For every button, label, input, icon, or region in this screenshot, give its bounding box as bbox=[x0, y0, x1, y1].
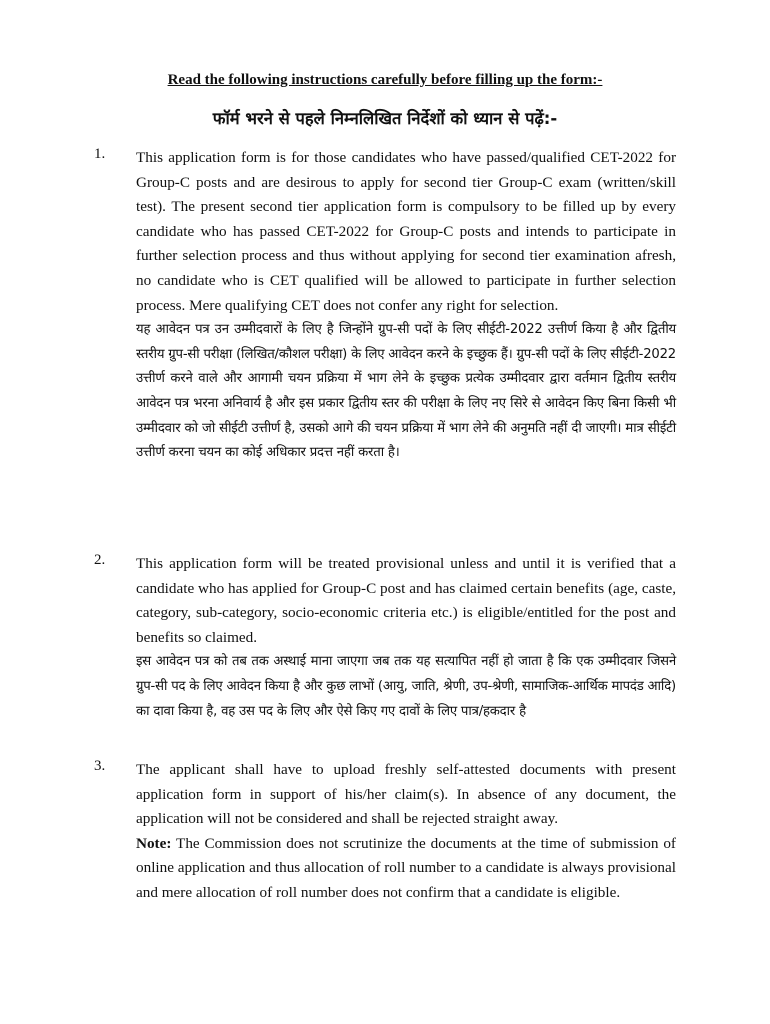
item-text-english: This application form is for those candidates who have passed/qualified CET-2022 for Group-C posts and are desirous to apply for second tier Group-C exam (written/skill test). The present second tier application form is compulsory to be filled up by every candidate who has passed CET-2022 for Group-C posts and intends to participate in further selection process and thus without applying for second tier examination afresh, no candidate who is CET qualified will be allowed to participate in further selection process. Mere qualifying CET does not confer any right for selection. bbox=[136, 149, 676, 314]
note-label: Note: bbox=[136, 834, 172, 852]
note-text: The Commission does not scrutinize the documents at the time of submission of online application and thus allocation of roll number to a candidate is always provisional and mere allocation of roll number does not confirm that a candidate is eligible. bbox=[136, 834, 676, 901]
instructions-title-hindi: फॉर्म भरने से पहले निम्नलिखित निर्देशों को ध्यान से पढ़ें:- bbox=[212, 109, 558, 128]
item-number: 3. bbox=[94, 758, 106, 774]
item-number: 1. bbox=[94, 146, 106, 162]
item-note bbox=[136, 832, 676, 906]
item-text-english: This application form will be treated provisional unless and until it is verified that a candidate who has applied for Group-C post and has claimed certain benefits (age, caste, category, sub-category, socio-economic criteria etc.) is eligible/entitled for the post and benefits so claimed. bbox=[136, 555, 676, 646]
item-number: 2. bbox=[94, 552, 106, 568]
item-text-hindi: इस आवेदन पत्र को तब तक अस्थाई माना जाएगा जब तक यह सत्यापित नहीं हो जाता है कि एक उम्मीदवार जिसने ग्रुप-सी पद के लिए आवेदन किया है और कुछ लाभों (आयु, जाति, श्रेणी, उप-श्रेणी, सामाजिक-आर्थिक मापदंड आदि) का दावा किया है, वह उस पद के लिए और ऐसे किए गए दावों के लिए पात्र/हकदार है bbox=[136, 654, 676, 719]
item-text-hindi: यह आवेदन पत्र उन उम्मीदवारों के लिए है जिन्होंने ग्रुप-सी पदों के लिए सीईटी-2022 उत्तीर्ण किया है और द्वितीय स्तरीय ग्रुप-सी परीक्षा (लिखित/कौशल परीक्षा) के लिए आवेदन करने के इच्छुक हैं। ग्रुप-सी पदों के लिए सीईटी-2022 उत्तीर्ण करने वाले और आगामी चयन प्रक्रिया में भाग लेने के इच्छुक प्रत्येक उम्मीदवार द्वारा वर्तमान द्वितीय स्तरीय आवेदन पत्र भरना अनिवार्य है और इस प्रकार द्वितीय स्तर की परीक्षा के लिए नए सिरे से आवेदन किए बिना किसी भी उम्मीदवार को जो सीईटी उत्तीर्ण है, उसको आगे की चयन प्रक्रिया में भाग लेने की अनुमति नहीं दी जाएगी। मात्र सीईटी उत्तीर्ण करना चयन का कोई अधिकार प्रदत्त नहीं करता है। bbox=[136, 322, 676, 461]
item-text-english: The applicant shall have to upload freshly self-attested documents with present application form in support of his/her claim(s). In absence of any document, the application will not be considered and shall be rejected straight away. bbox=[136, 761, 676, 828]
instructions-title-english: Read the following instructions carefully before filling up the form:- bbox=[167, 72, 603, 88]
